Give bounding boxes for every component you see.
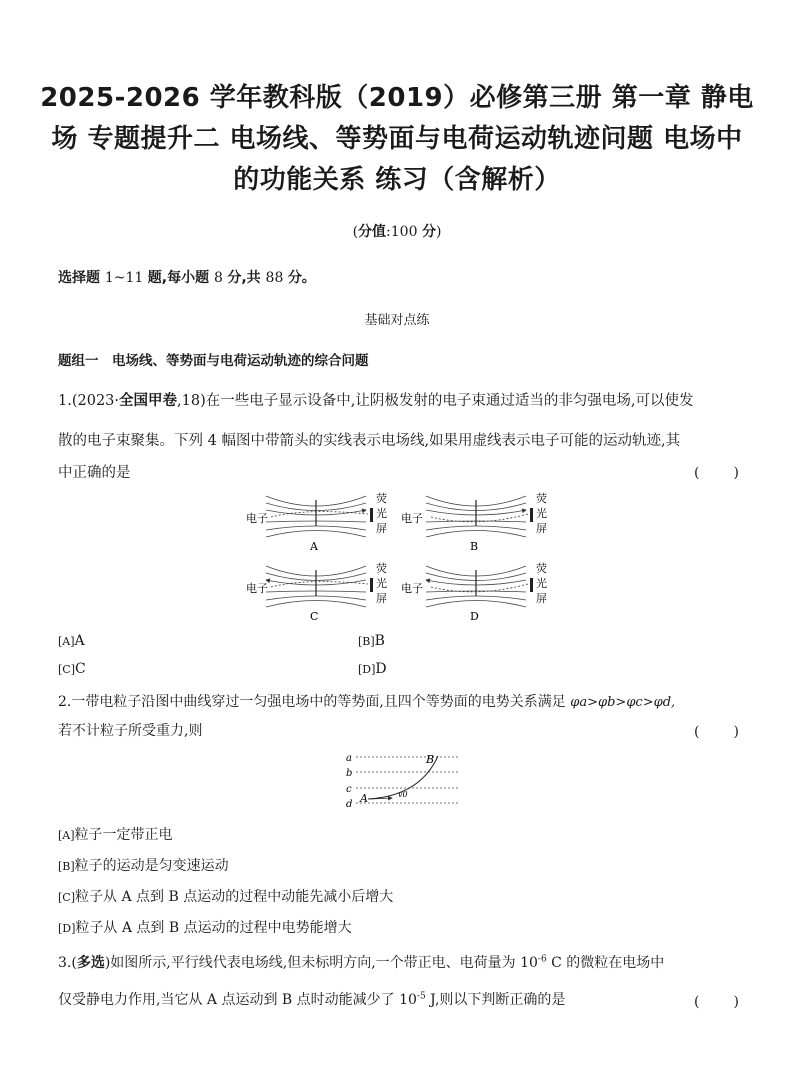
panel-a bbox=[246, 491, 387, 553]
option-tag: [C] bbox=[58, 891, 75, 904]
q1-option-b[interactable] bbox=[358, 633, 385, 649]
plane-d-label: d bbox=[346, 799, 353, 810]
intro-g: ,共 bbox=[241, 270, 266, 286]
panel-b bbox=[401, 491, 547, 553]
intro-f: 分 bbox=[227, 270, 242, 286]
q3-text-2b: J,则以下判断正确的是 bbox=[425, 992, 566, 1008]
plane-c-label: c bbox=[346, 784, 352, 795]
screen-label-a3: 屏 bbox=[376, 522, 387, 535]
group-heading: 题组一 电场线、等势面与电荷运动轨迹的综合问题 bbox=[58, 353, 369, 369]
score-unit: 分 bbox=[421, 224, 436, 240]
q1-source: 全国甲卷 bbox=[119, 393, 178, 409]
q1-option-d[interactable] bbox=[358, 661, 387, 677]
option-tag: [B] bbox=[58, 860, 75, 873]
option-text: 粒子的运动是匀变速运动 bbox=[74, 858, 229, 874]
q1-text-1: 在一些电子显示设备中,让阴极发射的电子束通过适当的非匀强电场,可以使发 bbox=[205, 393, 694, 409]
intro-d: ,每小题 bbox=[161, 270, 214, 286]
q2-line2: 若不计粒子所受重力,则 bbox=[58, 723, 203, 739]
q1-source-tail: ,18) bbox=[177, 393, 206, 409]
plane-b-label: b bbox=[346, 768, 353, 779]
q3-text-1b: C 的微粒在电场中 bbox=[546, 955, 665, 971]
score-open: ( bbox=[352, 224, 359, 240]
score-value: :100 bbox=[386, 224, 422, 240]
screen-label-c1: 荧 bbox=[376, 562, 387, 575]
option-text: B bbox=[374, 633, 385, 649]
q2-option-a[interactable] bbox=[58, 824, 173, 844]
q2-figure bbox=[340, 748, 470, 814]
option-text: 粒子一定带正电 bbox=[74, 827, 173, 843]
screen-label-b3: 屏 bbox=[536, 522, 547, 535]
q1-option-a[interactable] bbox=[58, 633, 85, 649]
intro-a: 选择题 bbox=[58, 270, 105, 286]
point-a-label: A bbox=[360, 792, 368, 805]
page-title: 2025-2026 学年教科版（2019）必修第三册 第一章 静电场 专题提升二 电场线、等势面与电荷运动轨迹问题 电场中的功能关系 练习（含解析） bbox=[40, 83, 754, 195]
screen-label-d2: 光 bbox=[536, 577, 547, 590]
q3-number: 3.( bbox=[58, 955, 77, 971]
panel-a-label: A bbox=[310, 540, 318, 553]
score-close: ) bbox=[435, 224, 442, 240]
q3-answer-bracket: ( ) bbox=[694, 994, 741, 1010]
q3-exponent-2: -5 bbox=[416, 991, 426, 1002]
instructions bbox=[58, 267, 316, 287]
panel-b-label: B bbox=[470, 540, 479, 553]
score-line bbox=[0, 221, 794, 241]
screen-label-d3: 屏 bbox=[536, 592, 547, 605]
q1-line3: 中正确的是 bbox=[58, 465, 131, 481]
q2-line1 bbox=[58, 691, 675, 711]
q1-option-c[interactable] bbox=[58, 661, 86, 677]
screen-label-b2: 光 bbox=[536, 507, 547, 520]
option-tag: [A] bbox=[58, 829, 75, 842]
option-text: D bbox=[375, 661, 387, 677]
score-label: 分值 bbox=[358, 224, 387, 240]
q3-exponent-1: -6 bbox=[537, 954, 547, 965]
screen-label-a1: 荧 bbox=[376, 492, 387, 505]
q2-answer-bracket: ( ) bbox=[694, 724, 741, 740]
q1-line1 bbox=[58, 389, 693, 410]
electron-label-a: 电子 bbox=[246, 512, 268, 525]
option-text: 粒子从 A 点到 B 点运动的过程中动能先减小后增大 bbox=[75, 889, 394, 905]
q3-multi-tag: 多选 bbox=[76, 955, 105, 971]
intro-b: 1~11 bbox=[104, 270, 148, 286]
option-tag: [C] bbox=[58, 663, 75, 676]
option-text: C bbox=[75, 661, 86, 677]
q1-answer-bracket: ( ) bbox=[694, 465, 741, 481]
q3-text-1a: )如图所示,平行线代表电场线,但未标明方向,一个带正电、电荷量为 10 bbox=[104, 955, 538, 971]
intro-h: 88 bbox=[265, 270, 288, 286]
panel-d-label: D bbox=[470, 610, 479, 623]
option-tag: [D] bbox=[58, 922, 76, 935]
electron-label-b: 电子 bbox=[401, 512, 423, 525]
screen-label-a2: 光 bbox=[376, 507, 387, 520]
q1-line2: 散的电子束聚集。下列 4 幅图中带箭头的实线表示电场线,如果用虚线表示电子可能的运动轨迹,其 bbox=[58, 433, 681, 449]
q2-text-1: 2.一带电粒子沿图中曲线穿过一匀强电场中的等势面,且四个等势面的电势关系满足 bbox=[58, 694, 571, 710]
intro-e: 8 bbox=[213, 270, 228, 286]
q1-figure bbox=[236, 486, 566, 626]
q2-option-c[interactable] bbox=[58, 886, 393, 906]
option-tag: [B] bbox=[358, 635, 375, 648]
q3-line1 bbox=[58, 952, 664, 972]
option-text: A bbox=[74, 633, 85, 649]
screen-label-c3: 屏 bbox=[376, 592, 387, 605]
screen-label-b1: 荧 bbox=[536, 492, 547, 505]
q2-option-d[interactable] bbox=[58, 917, 352, 937]
screen-label-c2: 光 bbox=[376, 577, 387, 590]
panel-c bbox=[246, 561, 387, 623]
point-b-label: B bbox=[426, 753, 435, 766]
electron-label-c: 电子 bbox=[246, 582, 268, 595]
option-tag: [A] bbox=[58, 635, 75, 648]
intro-i: 分。 bbox=[287, 270, 316, 286]
q2-potential-relation: φa>φb>φc>φd, bbox=[570, 695, 676, 710]
electron-label-d: 电子 bbox=[401, 582, 423, 595]
option-text: 粒子从 A 点到 B 点运动的过程中电势能增大 bbox=[75, 920, 352, 936]
q1-number: 1.(2023· bbox=[58, 393, 120, 409]
q3-text-2a: 仅受静电力作用,当它从 A 点运动到 B 点时动能减少了 10 bbox=[58, 992, 417, 1008]
option-tag: [D] bbox=[358, 663, 376, 676]
q2-option-b[interactable] bbox=[58, 855, 229, 875]
intro-c: 题 bbox=[147, 270, 162, 286]
plane-a-label: a bbox=[346, 753, 352, 764]
velocity-label: v0 bbox=[398, 790, 408, 799]
panel-c-label: C bbox=[310, 610, 319, 623]
q3-line2 bbox=[58, 989, 565, 1009]
panel-d bbox=[401, 561, 547, 623]
screen-label-d1: 荧 bbox=[536, 562, 547, 575]
section-heading: 基础对点练 bbox=[364, 313, 430, 328]
